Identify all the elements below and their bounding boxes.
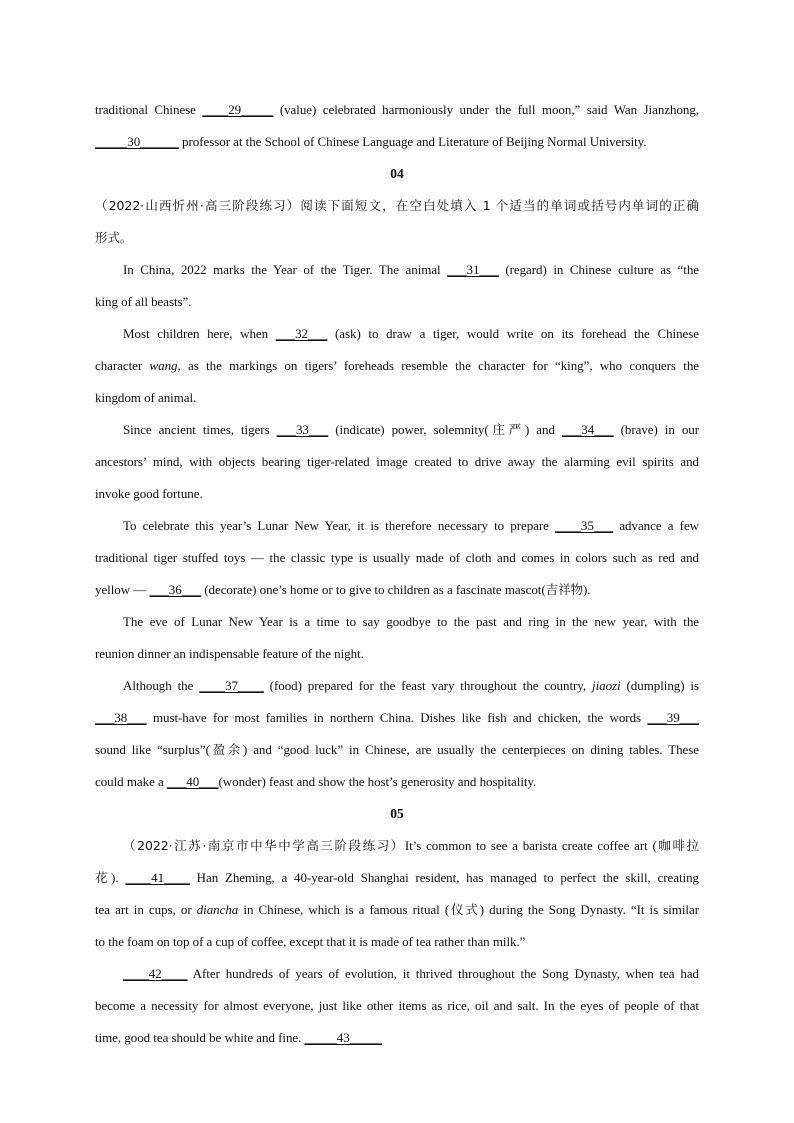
text-line xyxy=(95,995,699,1027)
text-run: reunion dinner an indispensable feature of the night. xyxy=(95,646,364,661)
text-line xyxy=(95,835,699,867)
text-run: character xyxy=(95,358,150,373)
text-line xyxy=(95,963,699,995)
text-run: The eve of Lunar New Year is a time to say goodbye to the past and ring in the new year, with the xyxy=(123,614,699,629)
text-run: (food) prepared for the feast vary throughout the country, xyxy=(263,678,593,693)
text-run: professor at the School of Chinese Language and Literature of Beijing Normal University. xyxy=(178,134,647,149)
answer-blank: ___40___ xyxy=(166,774,219,789)
text-line xyxy=(95,387,699,419)
text-run: 05 xyxy=(390,806,404,821)
text-run: yellow — xyxy=(95,582,150,597)
chinese-text: （2022·山西忻州·高三阶段练习）阅读下面短文，在空白处填入 1 个适当的单词或括号内单词的正确 xyxy=(95,198,699,213)
chinese-text: 盈余 xyxy=(209,742,243,757)
text-run: traditional tiger stuffed toys — the classic type is usually made of cloth and comes in colors such as red and xyxy=(95,550,699,565)
chinese-text: 咖啡拉 xyxy=(656,838,699,853)
answer-blank: _____30______ xyxy=(95,134,179,149)
answer-blank: ___36___ xyxy=(149,582,202,597)
text-run: ). xyxy=(582,582,591,597)
text-run: tea art in cups, or xyxy=(95,902,197,917)
answer-blank: _____43_____ xyxy=(304,1030,382,1045)
text-line xyxy=(95,355,699,387)
text-run: (regard) in Chinese culture as “the xyxy=(498,262,699,277)
text-line xyxy=(95,611,699,643)
italic-term: diancha xyxy=(196,902,239,917)
text-run: sound like “surplus”( xyxy=(95,742,210,757)
text-run: become a necessity for almost everyone, just like other items as rice, oil and salt. In the eyes of people of that xyxy=(95,998,699,1013)
text-line xyxy=(95,515,699,547)
text-run: (brave) in our xyxy=(613,422,699,437)
text-line xyxy=(95,547,699,579)
text-run: to the foam on top of a cup of coffee, except that it is made of tea rather than milk.” xyxy=(95,934,526,949)
text-run: advance a few xyxy=(613,518,699,533)
text-line xyxy=(95,483,699,515)
answer-blank: ___31___ xyxy=(447,262,499,277)
text-run: Although the xyxy=(123,678,200,693)
text-run: It’s common to see a barista create coffee art ( xyxy=(404,838,657,853)
text-run: ) and “good luck” in Chinese, are usually the centerpieces on dining tables. These xyxy=(242,742,699,757)
text-line xyxy=(95,579,699,611)
answer-blank: ___39___ xyxy=(647,710,699,725)
text-run: (decorate) one’s home or to give to children as a fascinate mascot( xyxy=(201,582,546,597)
text-line xyxy=(95,899,699,931)
text-run: Most children here, when xyxy=(123,326,276,341)
text-line xyxy=(95,867,699,899)
italic-term: wang xyxy=(149,358,178,373)
text-run: ancestors’ mind, with objects bearing tiger-related image created to drive away the alarming evil spirits and xyxy=(95,454,699,469)
text-line xyxy=(95,739,699,771)
text-run: (indicate) power, solemnity( xyxy=(328,422,489,437)
text-run: (value) celebrated harmoniously under the full moon,” said Wan Jianzhong, xyxy=(273,102,699,117)
text-line xyxy=(95,1027,699,1059)
chinese-text: 吉祥物 xyxy=(545,582,583,597)
text-line xyxy=(95,931,699,963)
text-run: , as the markings on tigers’ foreheads resemble the character for “king”, who conquers the xyxy=(177,358,699,373)
answer-blank: ____42____ xyxy=(123,966,188,981)
text-line xyxy=(95,675,699,707)
text-line xyxy=(95,259,699,291)
answer-blank: ____29_____ xyxy=(202,102,274,117)
text-run: invoke good fortune. xyxy=(95,486,203,501)
text-run: could make a xyxy=(95,774,167,789)
text-run: After hundreds of years of evolution, it thrived throughout the Song Dynasty, when tea had xyxy=(187,966,699,981)
text-run: In China, 2022 marks the Year of the Tiger. The animal xyxy=(123,262,448,277)
answer-blank: ___38___ xyxy=(95,710,147,725)
text-run: Han Zheming, a 40-year-old Shanghai resident, has managed to perfect the skill, creating xyxy=(189,870,699,885)
document-page xyxy=(95,99,699,1059)
text-run: 04 xyxy=(390,166,404,181)
answer-blank: ___33___ xyxy=(276,422,329,437)
text-line xyxy=(95,291,699,323)
text-run: ). xyxy=(111,870,126,885)
answer-blank: ____35___ xyxy=(555,518,614,533)
text-run: ) and xyxy=(525,422,562,437)
chinese-text: 仪式 xyxy=(449,902,480,917)
chinese-text: 庄严 xyxy=(488,422,525,437)
text-run: Since ancient times, tigers xyxy=(123,422,277,437)
italic-term: jiaozi xyxy=(592,678,621,693)
text-run: must-have for most families in northern China. Dishes like fish and chicken, the words xyxy=(146,710,648,725)
text-run: traditional Chinese xyxy=(95,102,203,117)
answer-blank: ___34___ xyxy=(561,422,614,437)
text-run: king of all beasts”. xyxy=(95,294,192,309)
text-run: kingdom of animal. xyxy=(95,390,197,405)
text-line xyxy=(95,419,699,451)
text-line xyxy=(95,643,699,675)
text-run: (dumpling) is xyxy=(620,678,699,693)
text-line xyxy=(95,451,699,483)
text-run: ) during the Song Dynasty. “It is similar xyxy=(479,902,699,917)
text-run: time, good tea should be white and fine. xyxy=(95,1030,305,1045)
text-line xyxy=(95,771,699,803)
text-line xyxy=(95,195,699,227)
text-line xyxy=(95,707,699,739)
chinese-text: 形式。 xyxy=(95,230,133,245)
text-line xyxy=(95,323,699,355)
answer-blank: ____37____ xyxy=(199,678,264,693)
text-line xyxy=(95,131,699,163)
text-run: in Chinese, which is a famous ritual ( xyxy=(238,902,450,917)
text-run: To celebrate this year’s Lunar New Year, it is therefore necessary to prepare xyxy=(123,518,556,533)
text-line xyxy=(95,227,699,259)
chinese-text: （2022·江苏·南京市中华中学高三阶段练习） xyxy=(123,838,405,853)
text-run: (ask) to draw a tiger, would write on its forehead the Chinese xyxy=(327,326,699,341)
section-number xyxy=(95,803,699,835)
answer-blank: ____41____ xyxy=(125,870,190,885)
text-run: (wonder) feast and show the host’s generosity and hospitality. xyxy=(218,774,537,789)
answer-blank: ___32___ xyxy=(275,326,328,341)
text-line xyxy=(95,99,699,131)
chinese-text: 花 xyxy=(95,870,112,885)
section-number xyxy=(95,163,699,195)
